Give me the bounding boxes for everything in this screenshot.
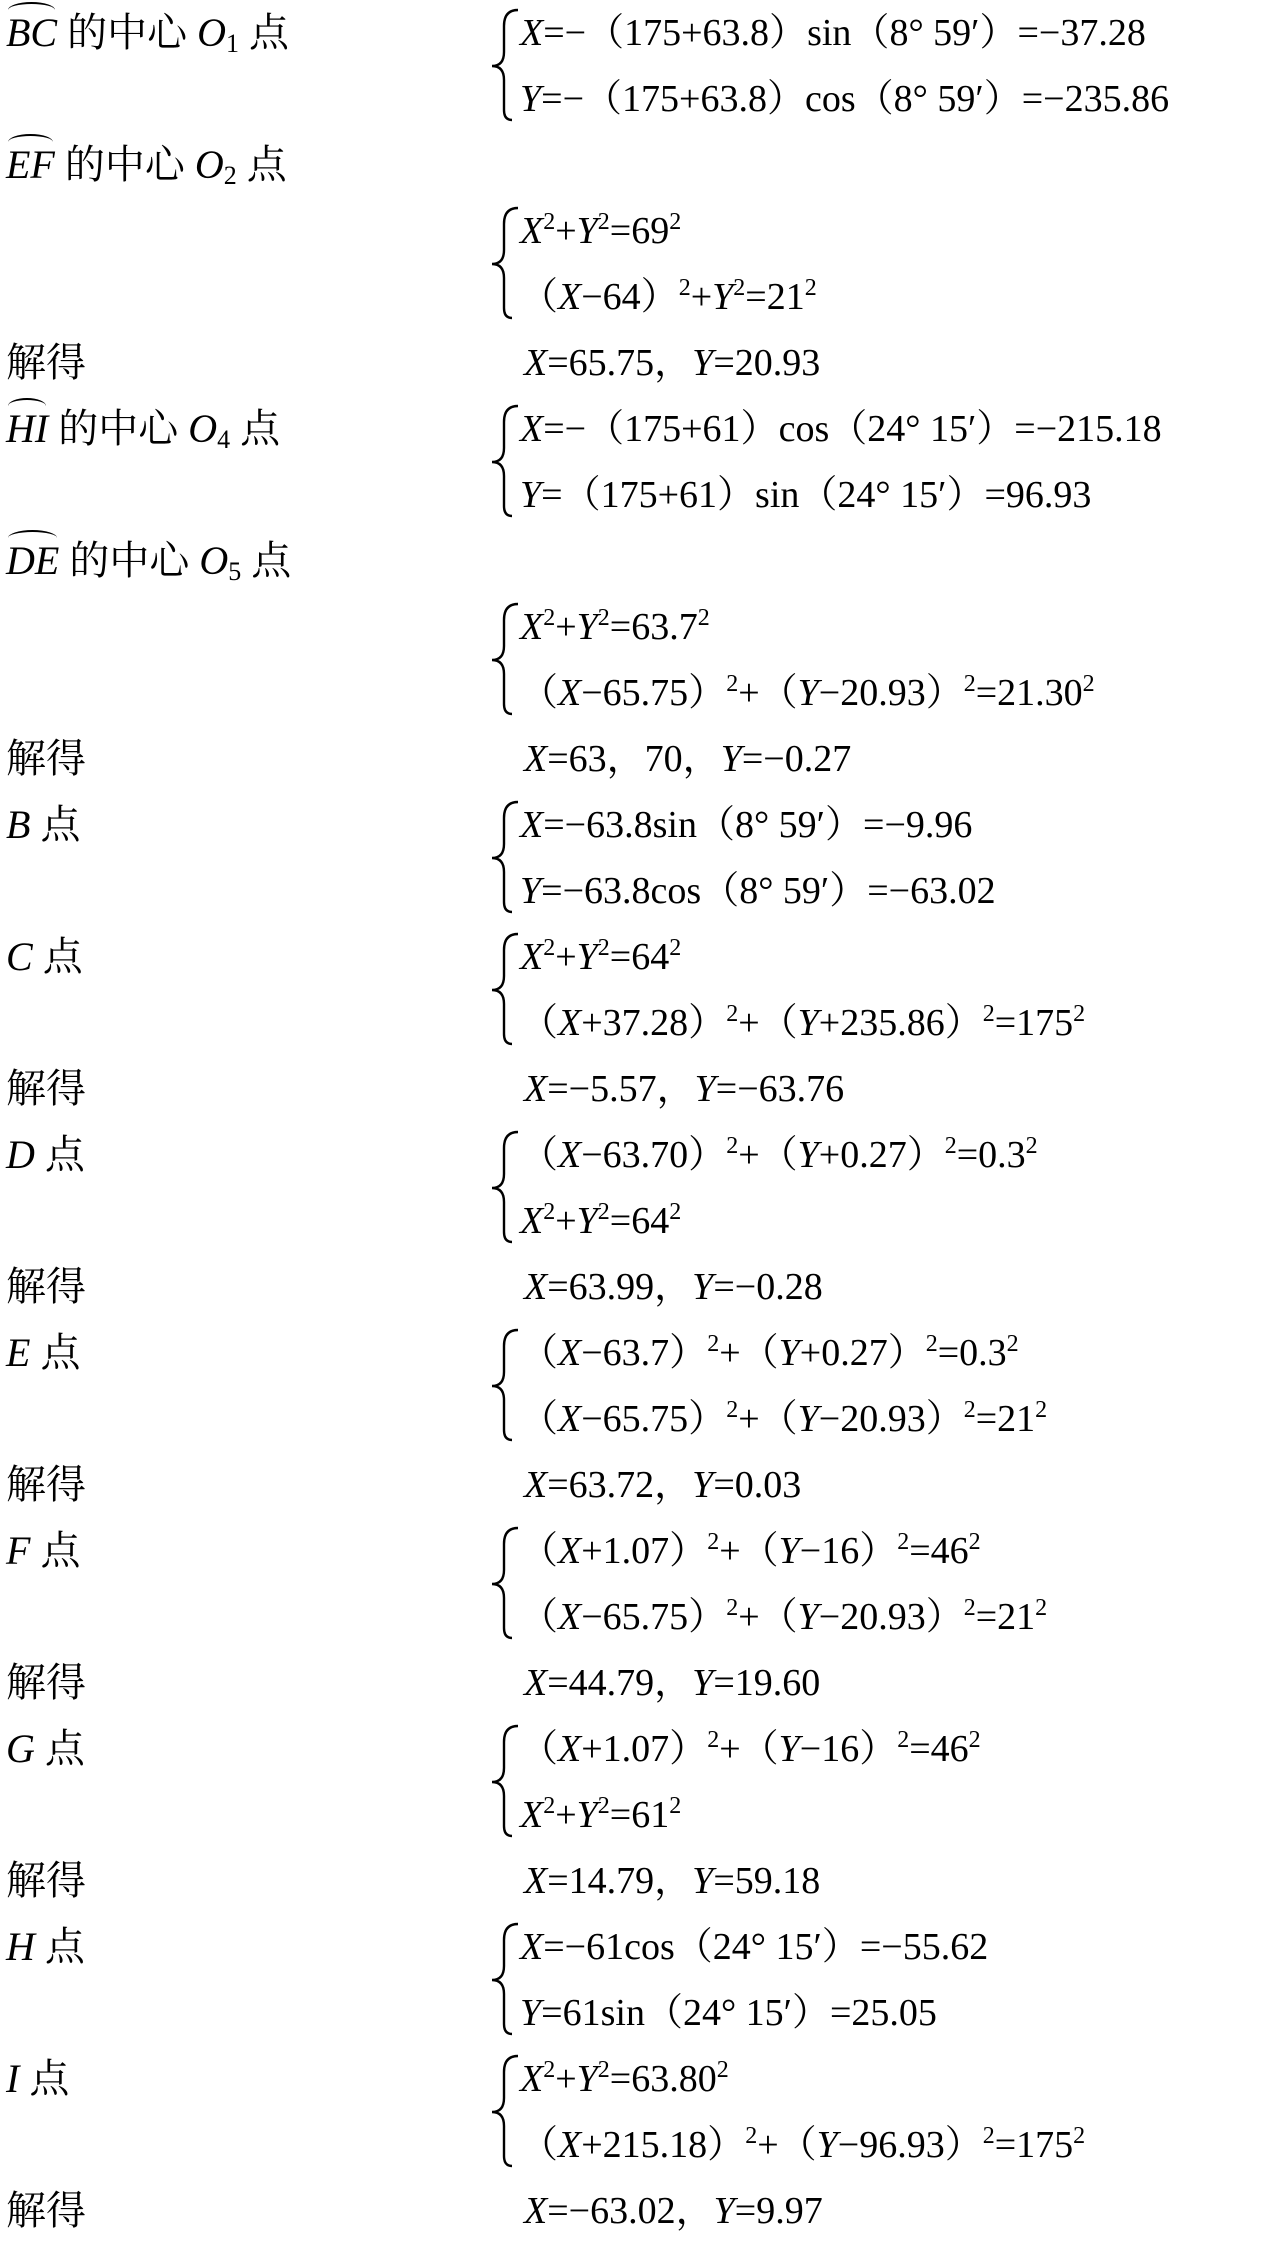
equation-line: $(X+1.07)^2+(Y-16)^2=46^2$ [520,1529,981,1572]
equation-line: $X^2+Y^2=64^2$ [520,935,682,978]
calc-block [0,528,1274,594]
block-label: 解得 [6,2188,86,2233]
arc-label: DE [6,528,59,594]
calc-block [0,726,1274,792]
label-var: H [6,1924,35,1969]
arc-label: BC [6,0,57,66]
calc-block [0,594,1274,714]
block-label [6,1518,80,1584]
label-var: E [6,1330,31,1375]
label-tail: 点 [40,1330,81,1375]
label-subscript: 2 [223,161,237,190]
label-var: F [6,1528,31,1573]
equation-line: $(X-65.75)^2+(Y-20.93)^2=21^2$ [520,1397,1048,1440]
calc-block [0,1848,1274,1914]
block-label [6,1716,85,1782]
equation-line: Y=−（175+63.8）cos（8° 59′）=−235.86 [520,78,1170,120]
calc-block [0,1056,1274,1122]
block-label: 解得 [6,1462,86,1507]
calc-block [0,396,1274,516]
solution-line: X=14.79，Y=59.18 [524,1860,821,1902]
arc-label: EF [6,132,55,198]
block-label [6,0,289,77]
label-var: O [194,142,224,187]
calc-block [0,1650,1274,1716]
block-label: 解得 [6,340,86,385]
label-tail: 点 [44,1924,85,1969]
equation-line: $X^2+Y^2=63.7^2$ [520,605,710,648]
block-label: 解得 [6,1264,86,1309]
calc-block [0,924,1274,1044]
label-subscript: 5 [228,557,242,586]
label-text: 的中心 [64,142,185,187]
block-label [6,1122,85,1188]
block-label: 解得 [6,1660,86,1705]
equation-line: $(X-64)^2+Y^2=21^2$ [520,275,817,318]
label-text: 的中心 [69,538,190,583]
label-tail: 点 [240,406,281,451]
label-var: G [6,1726,35,1771]
calc-block [0,1254,1274,1320]
block-label [6,396,280,473]
block-label [6,1914,85,1980]
block-label [6,792,80,858]
label-tail: 点 [251,538,292,583]
block-label: 解得 [6,1066,86,1111]
block-label [6,2046,69,2112]
label-tail: 点 [44,1132,85,1177]
solution-line: X=63，70，Y=−0.27 [524,738,852,780]
label-tail: 点 [246,142,287,187]
equation-line: $(X+215.18)^2+(Y-96.93)^2=175^2$ [520,2123,1086,2166]
calc-block [0,1452,1274,1518]
label-tail: 点 [40,1528,81,1573]
solution-line: X=44.79，Y=19.60 [524,1662,821,1704]
label-subscript: 4 [217,425,231,454]
label-tail: 点 [40,802,81,847]
label-tail: 点 [249,10,290,55]
equation-line: $X^2+Y^2=61^2$ [520,1793,682,1836]
equation-line: X=−63.8sin（8° 59′）=−9.96 [520,804,973,846]
label-tail: 点 [44,1726,85,1771]
label-text: 的中心 [58,406,179,451]
calc-block [0,792,1274,912]
equation-line: $(X+1.07)^2+(Y-16)^2=46^2$ [520,1727,981,1770]
equation-line: Y=61sin（24° 15′）=25.05 [520,1992,937,2034]
equation-line: $(X-65.75)^2+(Y-20.93)^2=21^2$ [520,1595,1048,1638]
equation-line: Y=（175+61）sin（24° 15′）=96.93 [520,474,1092,516]
calc-block [0,2046,1274,2166]
label-tail: 点 [29,2056,70,2101]
equation-line: $(X-63.70)^2+(Y+0.27)^2=0.3^2$ [520,1133,1038,1176]
label-var: B [6,802,31,847]
solution-line: X=63.99，Y=−0.28 [524,1266,823,1308]
equation-line: $(X-65.75)^2+(Y-20.93)^2=21.30^2$ [520,671,1095,714]
equation-line: $X^2+Y^2=63.80^2$ [520,2057,729,2100]
calc-block [0,132,1274,198]
equation-line: X=−61cos（24° 15′）=−55.62 [520,1926,989,1968]
solution-line: X=63.72，Y=0.03 [524,1464,802,1506]
calc-block [0,1320,1274,1440]
equation-line: $(X+37.28)^2+(Y+235.86)^2=175^2$ [520,1001,1086,1044]
equation-line: X=−（175+63.8）sin（8° 59′）=−37.28 [520,12,1146,54]
solution-line: X=−5.57，Y=−63.76 [524,1068,845,1110]
solution-line: X=65.75，Y=20.93 [524,342,821,384]
calc-block [0,1914,1274,2034]
label-var: I [6,2056,20,2101]
label-var: D [6,1132,35,1177]
block-label [6,1320,80,1386]
label-var: O [199,538,229,583]
label-var: O [197,10,227,55]
label-text: 的中心 [67,10,188,55]
equation-line: $X^2+Y^2=69^2$ [520,209,682,252]
calc-block [0,0,1274,120]
calc-block [0,1122,1274,1242]
label-var: O [188,406,218,451]
label-var: C [6,934,33,979]
calc-block [0,1518,1274,1638]
block-label: 解得 [6,1858,86,1903]
equation-line: X=−（175+61）cos（24° 15′）=−215.18 [520,408,1162,450]
solution-line: X=−63.02，Y=9.97 [524,2190,823,2232]
calc-block [0,330,1274,396]
label-tail: 点 [42,934,83,979]
calc-block [0,198,1274,318]
block-label [6,924,83,990]
label-subscript: 1 [226,29,240,58]
calc-block [0,1716,1274,1836]
calc-block [0,2178,1274,2244]
block-label: 解得 [6,736,86,781]
equation-line: Y=−63.8cos（8° 59′）=−63.02 [520,870,996,912]
arc-label: HI [6,396,48,462]
equation-line: $(X-63.7)^2+(Y+0.27)^2=0.3^2$ [520,1331,1019,1374]
equation-line: $X^2+Y^2=64^2$ [520,1199,682,1242]
